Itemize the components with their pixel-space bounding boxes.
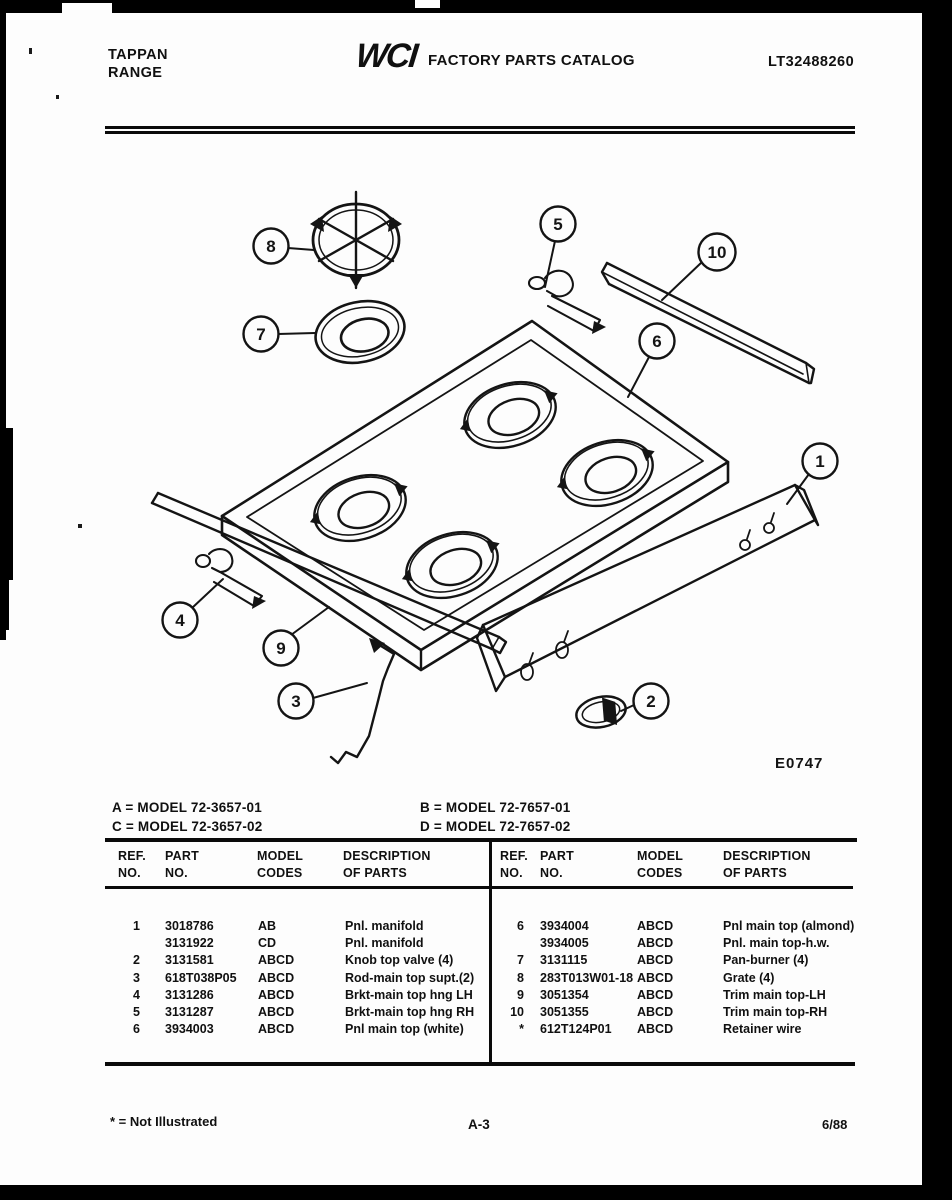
cell-desc: Brkt-main top hng LH xyxy=(345,987,473,1002)
callout-9 xyxy=(264,607,330,666)
cell-part: 3018786 xyxy=(165,919,214,933)
cell-desc: Trim main top-LH xyxy=(723,987,826,1002)
cell-ref: 5 xyxy=(133,1005,140,1020)
table-row xyxy=(105,1021,489,1038)
table-header-rule xyxy=(105,886,853,889)
table-row xyxy=(490,1004,860,1021)
table-bottom-rule xyxy=(105,1062,855,1066)
trim-strip-rh xyxy=(602,263,814,383)
cell-codes: ABCD xyxy=(637,1022,674,1037)
callout-number: 6 xyxy=(652,332,662,351)
table-row xyxy=(490,935,860,952)
callout-number: 2 xyxy=(646,692,656,711)
callout-leader-line xyxy=(628,357,649,397)
col-header-desc: DESCRIPTION OF PARTS xyxy=(723,849,811,880)
page-number: A-3 xyxy=(468,1117,490,1132)
cell-codes: ABCD xyxy=(258,1005,295,1020)
cell-codes: ABCD xyxy=(637,953,674,968)
cell-ref: 3 xyxy=(133,970,140,985)
callout-leader-line xyxy=(662,262,702,300)
cell-ref: 4 xyxy=(133,987,140,1002)
table-row xyxy=(105,952,489,969)
col-header-ref: REF. NO. xyxy=(500,849,528,880)
cell-codes: ABCD xyxy=(637,1005,674,1020)
cell-part: 3051355 xyxy=(540,1005,589,1020)
cell-ref: 7 xyxy=(517,953,524,968)
callout-2 xyxy=(621,684,669,719)
cell-ref: 6 xyxy=(133,1022,140,1037)
table-row xyxy=(490,1021,860,1038)
revision-date: 6/88 xyxy=(822,1117,848,1132)
cell-desc: Retainer wire xyxy=(723,1022,802,1037)
model-code-d: D = MODEL 72-7657-02 xyxy=(420,819,571,834)
table-top-rule xyxy=(105,838,857,842)
not-illustrated-note: * = Not Illustrated xyxy=(110,1114,218,1129)
cell-desc: Brkt-main top hng RH xyxy=(345,1005,475,1020)
cell-part: 3131286 xyxy=(165,987,214,1002)
burner-opening xyxy=(393,519,511,610)
table-row xyxy=(490,952,860,969)
model-code-c: C = MODEL 72-3657-02 xyxy=(112,819,263,834)
col-header-ref: REF. NO. xyxy=(118,849,146,880)
drawing-number: E0747 xyxy=(775,755,824,772)
cell-part: 618T038P05 xyxy=(165,970,237,985)
cell-desc: Pnl. main top-h.w. xyxy=(723,936,830,951)
cell-desc: Grate (4) xyxy=(723,970,775,985)
table-row xyxy=(105,935,489,952)
parts-table-right xyxy=(490,918,860,1038)
col-header-part: PART NO. xyxy=(165,849,199,880)
cell-ref: * xyxy=(519,1022,524,1037)
table-row xyxy=(105,987,489,1004)
callout-leader-line xyxy=(192,579,223,608)
model-code-b: B = MODEL 72-7657-01 xyxy=(420,800,571,815)
cell-ref: 1 xyxy=(133,919,140,933)
cell-part: 3131115 xyxy=(540,953,588,968)
callout-number: 3 xyxy=(291,692,301,711)
callout-6 xyxy=(628,324,675,398)
col-header-part: PART NO. xyxy=(540,849,574,880)
support-rod xyxy=(331,638,394,763)
callout-number: 9 xyxy=(276,639,286,658)
cell-ref xyxy=(105,935,165,952)
cell-codes: ABCD xyxy=(637,970,674,985)
callout-leader-line xyxy=(787,474,809,504)
callout-number: 10 xyxy=(707,243,727,262)
callout-1 xyxy=(787,444,838,505)
cell-part: 3934005 xyxy=(540,936,589,951)
cell-part: 3131287 xyxy=(165,1005,214,1020)
cell-codes: ABCD xyxy=(637,936,674,951)
cell-codes: ABCD xyxy=(637,919,674,933)
callout-leader-line xyxy=(313,683,367,698)
cell-desc: Pnl. manifold xyxy=(345,936,424,951)
cell-ref: 10 xyxy=(510,1005,524,1020)
table-row xyxy=(490,918,860,935)
cell-part: 612T124P01 xyxy=(540,1022,612,1037)
table-row xyxy=(105,1004,489,1021)
catalog-title: FACTORY PARTS CATALOG xyxy=(428,52,635,69)
table-row xyxy=(490,987,860,1004)
col-header-model: MODEL CODES xyxy=(257,849,304,880)
cell-ref: 6 xyxy=(517,919,524,933)
callout-3 xyxy=(279,683,368,719)
cell-part: 3131922 xyxy=(165,936,214,951)
callout-number: 8 xyxy=(266,237,276,256)
cell-desc: Pan-burner (4) xyxy=(723,953,809,968)
wci-logo: WCI xyxy=(354,37,419,75)
cell-codes: ABCD xyxy=(637,987,674,1002)
pan-burner xyxy=(310,293,411,370)
col-header-desc: DESCRIPTION OF PARTS xyxy=(343,849,431,880)
cell-part: 3934003 xyxy=(165,1022,214,1037)
burner-opening xyxy=(451,369,569,460)
callout-leader-line xyxy=(545,241,555,287)
model-code-a: A = MODEL 72-3657-01 xyxy=(112,800,262,815)
callout-number: 1 xyxy=(815,452,825,471)
cell-desc: Knob top valve (4) xyxy=(345,953,454,968)
main-top-panel xyxy=(222,321,728,670)
burner-opening xyxy=(548,427,666,518)
col-header-model: MODEL CODES xyxy=(637,849,684,880)
cell-codes: ABCD xyxy=(258,987,295,1002)
callout-8 xyxy=(254,229,315,264)
cell-codes: AB xyxy=(258,919,277,933)
brand-line2: RANGE xyxy=(108,65,163,81)
table-row xyxy=(490,970,860,987)
cell-part: 283T013W01-18 xyxy=(540,970,634,985)
callout-leader-line xyxy=(291,607,329,635)
callout-4 xyxy=(163,579,224,638)
cell-codes: ABCD xyxy=(258,953,295,968)
parts-table-left xyxy=(105,918,489,1038)
callout-number: 7 xyxy=(256,325,266,344)
callout-7 xyxy=(244,317,316,352)
callout-leader-line xyxy=(288,248,314,250)
table-row xyxy=(105,918,489,935)
cell-codes: ABCD xyxy=(258,970,295,985)
callout-leader-line xyxy=(278,333,315,334)
cell-desc: Pnl main top (almond) xyxy=(723,919,855,933)
callout-number: 4 xyxy=(175,611,185,630)
cell-desc: Pnl main top (white) xyxy=(345,1022,464,1037)
cell-part: 3131581 xyxy=(165,953,214,968)
cell-ref xyxy=(490,935,540,952)
cell-desc: Rod-main top supt.(2) xyxy=(345,970,475,985)
cell-ref: 8 xyxy=(517,970,524,985)
brand-line1: TAPPAN xyxy=(108,47,168,63)
callout-10 xyxy=(662,234,736,301)
manifold-panel xyxy=(477,485,818,691)
cell-part: 3934004 xyxy=(540,919,589,933)
bracket-hinge-rh xyxy=(529,271,606,334)
grate xyxy=(310,192,402,288)
valve-knob xyxy=(573,692,628,733)
callout-leader-line xyxy=(621,705,634,711)
cell-desc: Trim main top-RH xyxy=(723,1005,828,1020)
callout-number: 5 xyxy=(553,215,563,234)
cell-desc: Pnl. manifold xyxy=(345,919,424,933)
burner-opening xyxy=(301,462,419,553)
callout-labels xyxy=(163,207,838,719)
document-number: LT32488260 xyxy=(768,54,855,70)
cell-part: 3051354 xyxy=(540,987,589,1002)
cell-ref: 9 xyxy=(517,987,524,1002)
table-row xyxy=(105,970,489,987)
cell-ref: 2 xyxy=(133,953,140,968)
cell-codes: ABCD xyxy=(258,1022,295,1037)
cell-codes: CD xyxy=(258,936,277,951)
